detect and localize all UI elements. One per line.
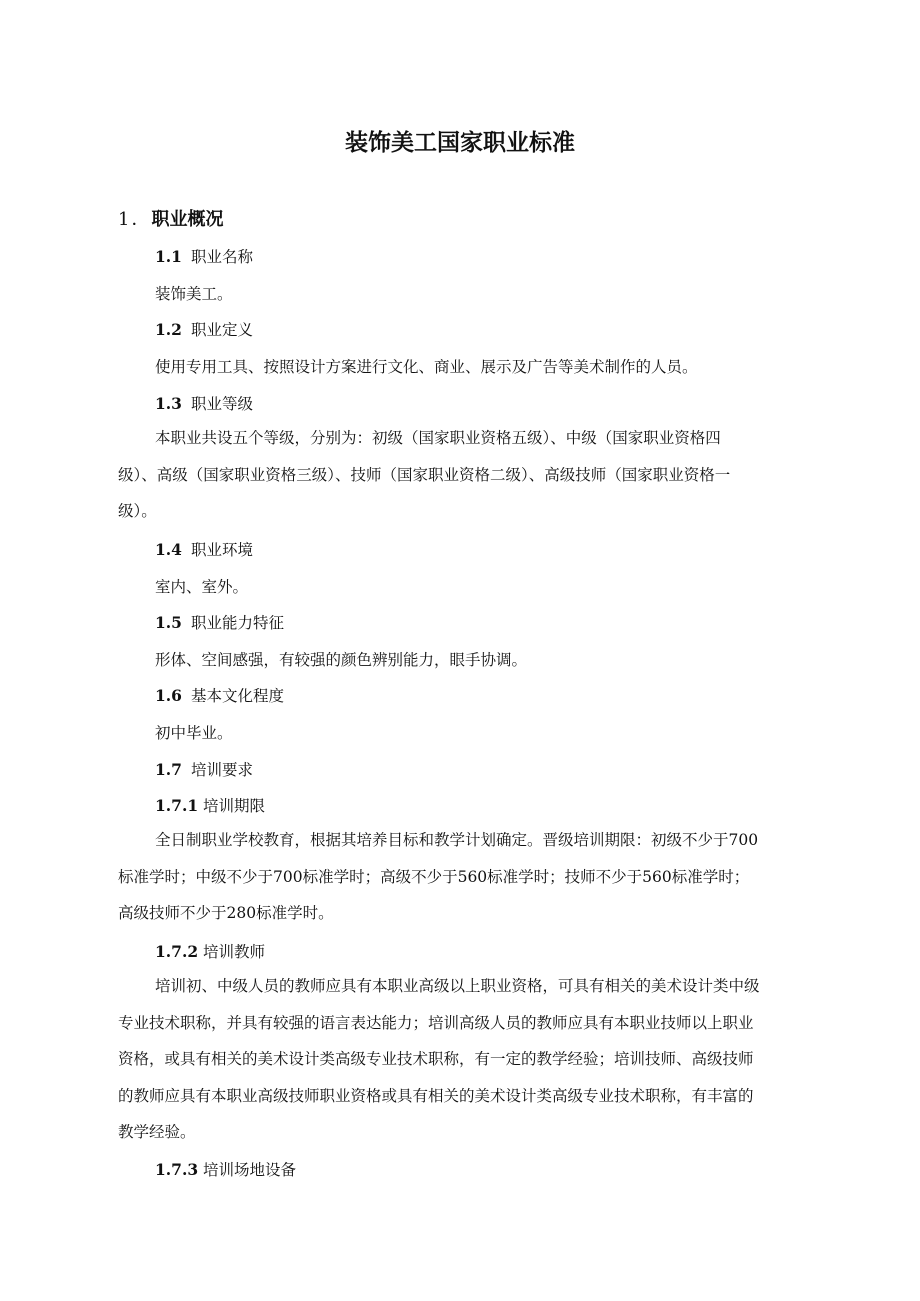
section-title: 职业定义 xyxy=(191,321,254,339)
section-title: 职业能力特征 xyxy=(191,614,285,632)
paragraph-line: 本职业共设五个等级，分别为：初级（国家职业资格五级）、中级（国家职业资格四 xyxy=(155,429,721,447)
paragraph-line: 级）。 xyxy=(118,502,157,520)
section-number: 1.2 xyxy=(155,320,182,339)
section-heading-1-1 xyxy=(155,245,855,267)
section-body-1-2: 使用专用工具、按照设计方案进行文化、商业、展示及广告等美术制作的人员。 xyxy=(155,358,698,376)
chapter-heading xyxy=(118,205,223,231)
paragraph-line: 级）、高级（国家职业资格三级）、技师（国家职业资格二级）、高级技师（国家职业资格一 xyxy=(118,465,731,484)
paragraph-line: 资格，或具有相关的美术设计类高级专业技术职称，有一定的教学经验；培训技师、高级技师 xyxy=(118,1050,754,1068)
section-title: 培训场地设备 xyxy=(203,1161,297,1179)
section-title: 培训教师 xyxy=(203,943,266,961)
section-heading-1-5 xyxy=(155,611,855,633)
section-heading-1-4 xyxy=(155,538,855,560)
section-heading-1-7 xyxy=(155,758,855,780)
chapter-number: 1． xyxy=(118,209,152,230)
paragraph-line: 全日制职业学校教育，根据其培养目标和教学计划确定。晋级培训期限：初级不少于700 xyxy=(155,831,759,849)
section-body-1-1: 装饰美工。 xyxy=(155,285,233,303)
paragraph-line: 的教师应具有本职业高级技师职业资格或具有相关的美术设计类高级专业技术职称，有丰富的 xyxy=(118,1086,754,1105)
document-title: 装饰美工国家职业标准 xyxy=(345,130,575,156)
paragraph-line: 教学经验。 xyxy=(118,1123,196,1141)
section-number: 1.6 xyxy=(155,686,182,705)
section-paragraph-1-7-2 xyxy=(118,968,818,1151)
section-title: 职业名称 xyxy=(191,248,254,266)
paragraph-line: 高级技师不少于280标准学时。 xyxy=(118,904,334,922)
section-title: 培训期限 xyxy=(203,797,266,815)
section-paragraph-1-7-1 xyxy=(118,822,818,932)
section-number: 1.7.1 xyxy=(155,796,199,815)
paragraph-line: 标准学时；中级不少于700标准学时；高级不少于560标准学时；技师不少于560标准学时； xyxy=(118,867,750,886)
section-body-1-5: 形体、空间感强，有较强的颜色辨别能力，眼手协调。 xyxy=(155,651,528,669)
section-title: 职业环境 xyxy=(191,541,254,559)
section-number: 1.4 xyxy=(155,540,182,559)
section-number: 1.7.3 xyxy=(155,1160,199,1179)
section-heading-1-3 xyxy=(155,392,855,414)
section-title: 培训要求 xyxy=(191,761,254,779)
section-heading-1-7-3 xyxy=(155,1158,855,1180)
section-body-1-4: 室内、室外。 xyxy=(155,578,249,596)
paragraph-line: 专业技术职称，并具有较强的语言表达能力；培训高级人员的教师应具有本职业技师以上职业 xyxy=(118,1013,754,1032)
section-heading-1-7-1 xyxy=(155,794,855,816)
section-heading-1-7-2 xyxy=(155,940,855,962)
section-number: 1.5 xyxy=(155,613,182,632)
chapter-label: 职业概况 xyxy=(151,209,224,230)
section-number: 1.7 xyxy=(155,760,182,779)
section-number: 1.1 xyxy=(155,247,182,266)
section-body-1-6: 初中毕业。 xyxy=(155,724,233,742)
section-number: 1.7.2 xyxy=(155,942,199,961)
section-heading-1-2 xyxy=(155,318,855,340)
section-paragraph-1-3 xyxy=(118,420,818,530)
section-number: 1.3 xyxy=(155,394,182,413)
paragraph-line: 培训初、中级人员的教师应具有本职业高级以上职业资格，可具有相关的美术设计类中级 xyxy=(155,977,760,995)
section-heading-1-6 xyxy=(155,684,855,706)
section-title: 基本文化程度 xyxy=(191,687,285,705)
section-title: 职业等级 xyxy=(191,395,254,413)
